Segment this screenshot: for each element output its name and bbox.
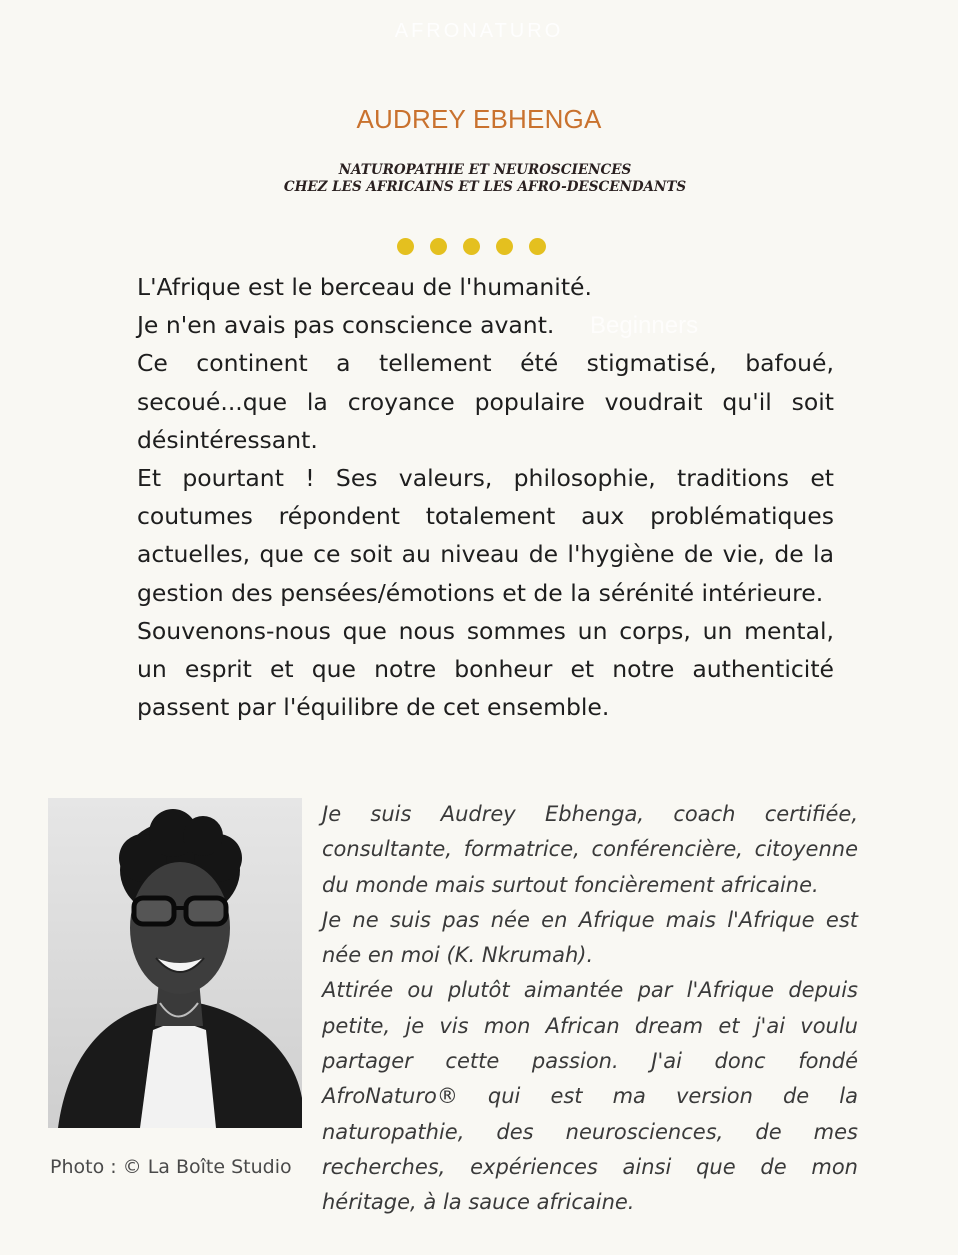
page-subtitle [0,162,958,196]
dot-icon [496,238,513,255]
main-paragraph: Je n'en avais pas conscience avant. [137,311,555,340]
author-name: AUDREY EBHENGA [356,104,602,134]
main-paragraph: Souvenons-nous que nous sommes un corps, un mental, un esprit et que notre bonheur et notre authenticité passent par l'équilibre de cet ensemble. [137,616,834,722]
subtitle-line-1: NATUROPATHIE ET NEUROSCIENCES [338,162,632,178]
main-text-block [137,268,834,726]
main-paragraph: Ce continent a tellement été stigmatisé, bafoué, secoué...que la croyance populaire voudrait qu'il soit désintéressant. [137,349,834,454]
main-paragraph: L'Afrique est le berceau de l'humanité. [137,273,592,301]
dot-icon [430,238,447,255]
dot-icon [529,238,546,255]
portrait-illustration [48,798,302,1128]
decorative-dots [397,238,546,255]
bio-paragraph: Attirée ou plutôt aimantée par l'Afrique depuis petite, je vis mon African dream et j'ai voulu partager cette passion. J'ai donc fondé AfroNaturo® qui est ma version de la naturopathie, des neurosciences, de mes recherches, expériences ainsi que de mon héritage, à la sauce africaine. [322,978,858,1215]
dot-icon [397,238,414,255]
dot-icon [463,238,480,255]
brand-watermark: AFRONATURO [394,20,564,42]
photo-caption: Photo : © La Boîte Studio [50,1156,292,1178]
ghost-watermark: Beginners [590,312,699,339]
portrait-photo [48,798,302,1128]
main-paragraph: Et pourtant ! Ses valeurs, philosophie, traditions et coutumes répondent totalement aux problématiques actuelles, que ce soit au niveau de l'hygiène de vie, de la gestion des pensées/émotions et de la sérénité intérieure. [137,464,834,607]
author-bio [322,797,858,1221]
subtitle-line-2: CHEZ LES AFRICAINS ET LES AFRO-DESCENDANTS [283,179,687,195]
bio-paragraph: Je suis Audrey Ebhenga, coach certifiée, consultante, formatrice, conférencière, citoyenne du monde mais surtout foncièrement africaine. [322,802,858,897]
bio-paragraph: Je ne suis pas née en Afrique mais l'Afrique est née en moi (K. Nkrumah). [322,907,858,968]
